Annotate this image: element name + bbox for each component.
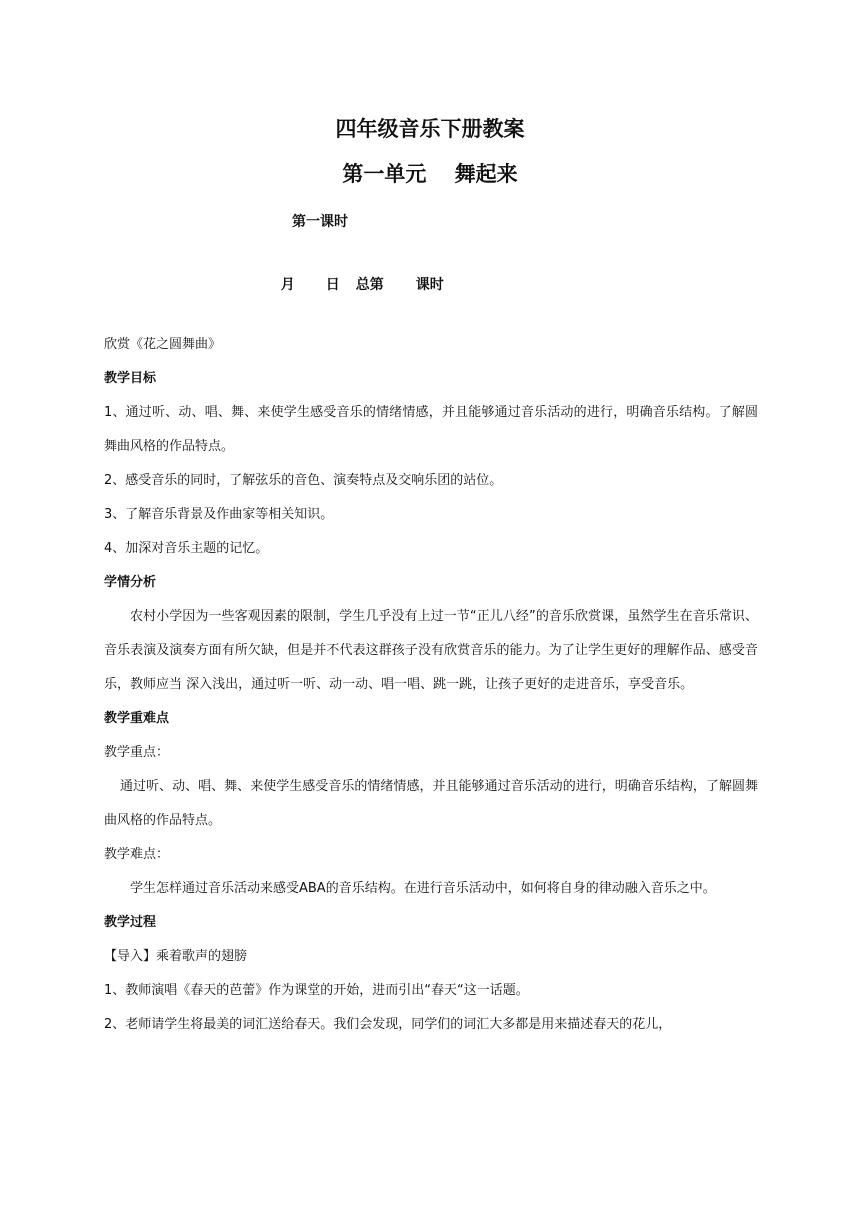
intro-line: 【导入】乘着歌声的翅膀 — [104, 949, 248, 964]
key-point-label: 教学重点： — [104, 745, 170, 760]
date-period: 课时 — [415, 277, 444, 293]
goal-item: 1、通过听、动、唱、舞、来使学生感受音乐的情绪情感，并且能够通过音乐活动的进行，明确音乐结构。了解圆舞曲风格的作品特点。 — [104, 405, 758, 454]
difficulty-label: 教学难点： — [104, 847, 170, 862]
process-heading: 教学过程 — [104, 915, 157, 930]
key-point-paragraph: 通过听、动、唱、舞、来使学生感受音乐的情绪情感，并且能够通过音乐活动的进行，明确音乐结构，了解圆舞曲风格的作品特点。 — [104, 779, 758, 828]
key-heading: 教学重难点 — [104, 711, 170, 726]
process-step: 2、老师请学生将最美的词汇送给春天。我们会发现，同学们的词汇大多都是用来描述春天的花儿， — [104, 1017, 672, 1032]
date-line — [271, 258, 444, 294]
goals-heading: 教学目标 — [104, 371, 157, 386]
appreciation-line: 欣赏《花之圆舞曲》 — [104, 337, 222, 352]
difficulty-paragraph: 学生怎样通过音乐活动来感受ABA的音乐结构。在进行音乐活动中，如何将自身的律动融入音乐之中。 — [130, 881, 716, 896]
unit-title: 第一单元 舞起来 — [342, 162, 518, 186]
document-title: 四年级音乐下册教案 — [335, 117, 525, 141]
date-month: 月 — [280, 277, 295, 293]
goal-item: 4、加深对音乐主题的记忆。 — [104, 541, 269, 556]
process-step: 1、教师演唱《春天的芭蕾》作为课堂的开始，进而引出“春天“这一话题。 — [104, 983, 529, 998]
date-total: 总第 — [355, 277, 384, 293]
goal-item: 2、感受音乐的同时，了解弦乐的音色、演奏特点及交响乐团的站位。 — [104, 473, 503, 488]
lesson-title: 第一课时 — [292, 214, 348, 230]
date-day: 日 — [325, 277, 340, 293]
analysis-heading: 学情分析 — [104, 575, 157, 590]
goal-item: 3、了解音乐背景及作曲家等相关知识。 — [104, 507, 334, 522]
lesson-body — [104, 328, 758, 1042]
analysis-paragraph: 农村小学因为一些客观因素的限制，学生几乎没有上过一节“正儿八经”的音乐欣赏课，虽然学生在音乐常识、音乐表演及演奏方面有所欠缺，但是并不代表这群孩子没有欣赏音乐的能力。为了让学生更好的理解作品、感受音乐，教师应当 深入浅出，通过听一听、动一动、唱一唱、跳一跳，让孩子更好的走进音乐，享受音乐。 — [104, 609, 758, 692]
